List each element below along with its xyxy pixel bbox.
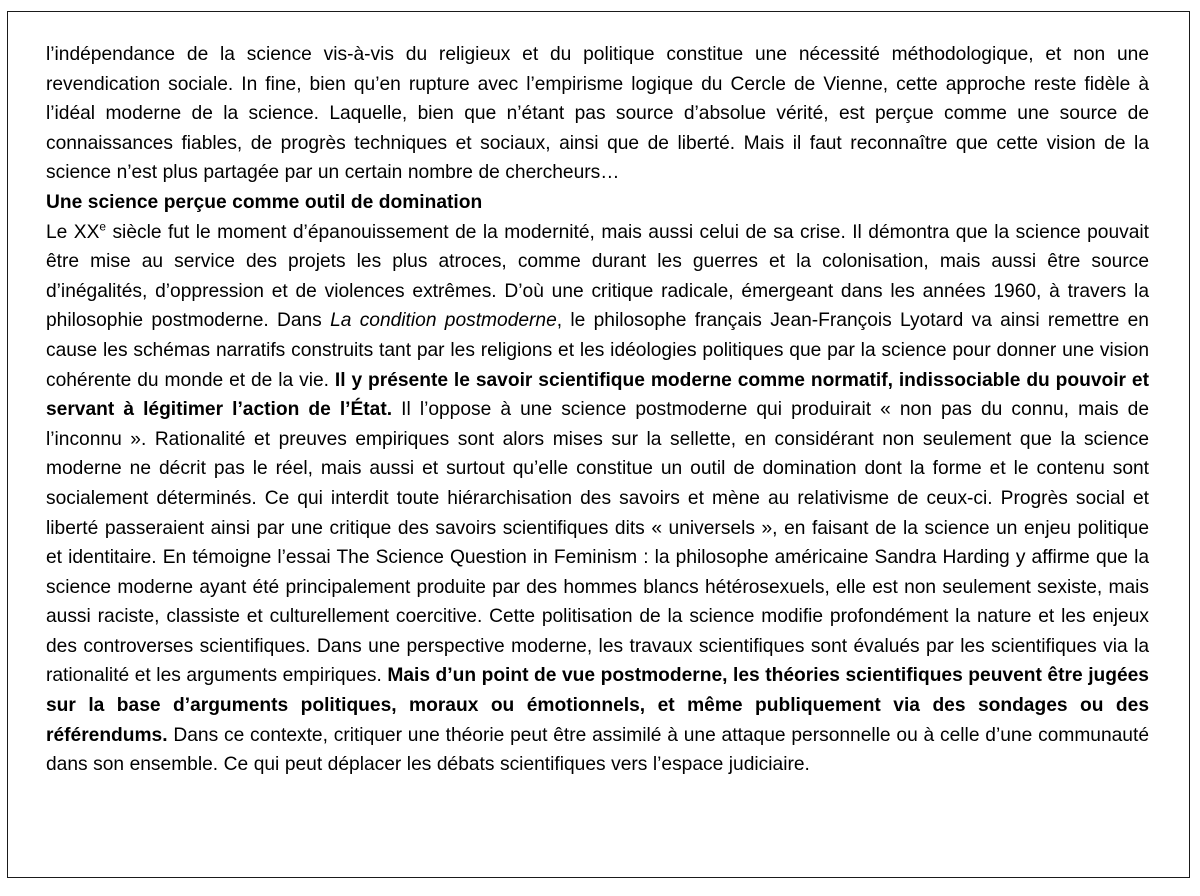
document-page-frame xyxy=(7,11,1190,878)
ordinal-superscript: e xyxy=(99,219,107,234)
paragraph-main-segment-1b: siècle fut le moment d’épanouissement de la modernité, mais aussi celui de sa crise. Il démontra que la science pouvait être mise au service des projets les plus atroces, comme durant les guerres et la colonisation, mais aussi être source d’inégalités, d’oppression et de violences extrêmes. D’où une critique radicale, émergeant dans les années 1960, à travers la philosophie postmoderne. Dans xyxy=(46,221,1149,332)
emphasis-passage-2: Mais d’un point de vue postmoderne, les théories scientifiques peuvent être jugées sur la base d’arguments politiques, moraux ou émotionnels, et même publiquement via des sondages ou des référendums. xyxy=(46,665,1149,746)
paragraph-main-segment-1a: Le XX xyxy=(46,221,100,243)
paragraph-intro xyxy=(46,40,1149,188)
emphasis-passage-1: Il y présente le savoir scientifique moderne comme normatif, indissociable du pouvoir et servant à légitimer l’action de l’État. xyxy=(46,369,1149,421)
paragraph-main-segment-4: Dans ce contexte, critiquer une théorie peut être assimilé à une attaque personnelle ou à celle d’une communauté dans son ensemble. Ce qui peut déplacer les débats scientifiques vers l’espace judiciaire. xyxy=(46,724,1149,776)
paragraph-main xyxy=(46,218,1149,780)
section-heading xyxy=(46,188,1149,218)
paragraph-intro-text: l’indépendance de la science vis-à-vis du religieux et du politique constitue une nécessité méthodologique, et non une revendication sociale. In fine, bien qu’en rupture avec l’empirisme logique du Cercle de Vienne, cette approche reste fidèle à l’idéal moderne de la science. Laquelle, bien que n’étant pas source d’absolue vérité, est perçue comme une source de connaissances fiables, de progrès techniques et sociaux, ainsi que de liberté. Mais il faut reconnaître que cette vision de la science n’est plus partagée par un certain nombre de chercheurs… xyxy=(46,44,1149,184)
paragraph-main-segment-2: , le philosophe français Jean-François Lyotard va ainsi remettre en cause les schémas narratifs construits tant par les religions et les idéologies politiques que par la science pour donner une vision cohérente du monde et de la vie. xyxy=(46,310,1149,391)
section-heading-text: Une science perçue comme outil de domination xyxy=(46,191,483,213)
paragraph-main-segment-3: Il l’oppose à une science postmoderne qui produirait « non pas du connu, mais de l’inconnu ». Rationalité et preuves empiriques sont alors mises sur la sellette, en considérant non seulement que la science moderne ne décrit pas le réel, mais aussi et surtout qu’elle constitue un outil de domination dont la forme et le contenu sont socialement déterminés. Ce qui interdit toute hiérarchisation des savoirs et mène au relativisme de ceux-ci. Progrès social et liberté passeraient ainsi par une critique des savoirs scientifiques dits « universels », en faisant de la science un enjeu politique et identitaire. En témoigne l’essai The Science Question in Feminism : la philosophe américaine Sandra Harding y affirme que la science moderne ayant été principalement produite par des hommes blancs hétérosexuels, elle est non seulement sexiste, mais aussi raciste, classiste et culturellement coercitive. Cette politisation de la science modifie profondément la nature et les enjeux des controverses scientifiques. Dans une perspective moderne, les travaux scientifiques sont évalués par les scientifiques via la rationalité et les arguments empiriques. xyxy=(46,399,1149,687)
book-title-italic: La condition postmoderne xyxy=(330,310,557,332)
document-body xyxy=(46,40,1149,780)
